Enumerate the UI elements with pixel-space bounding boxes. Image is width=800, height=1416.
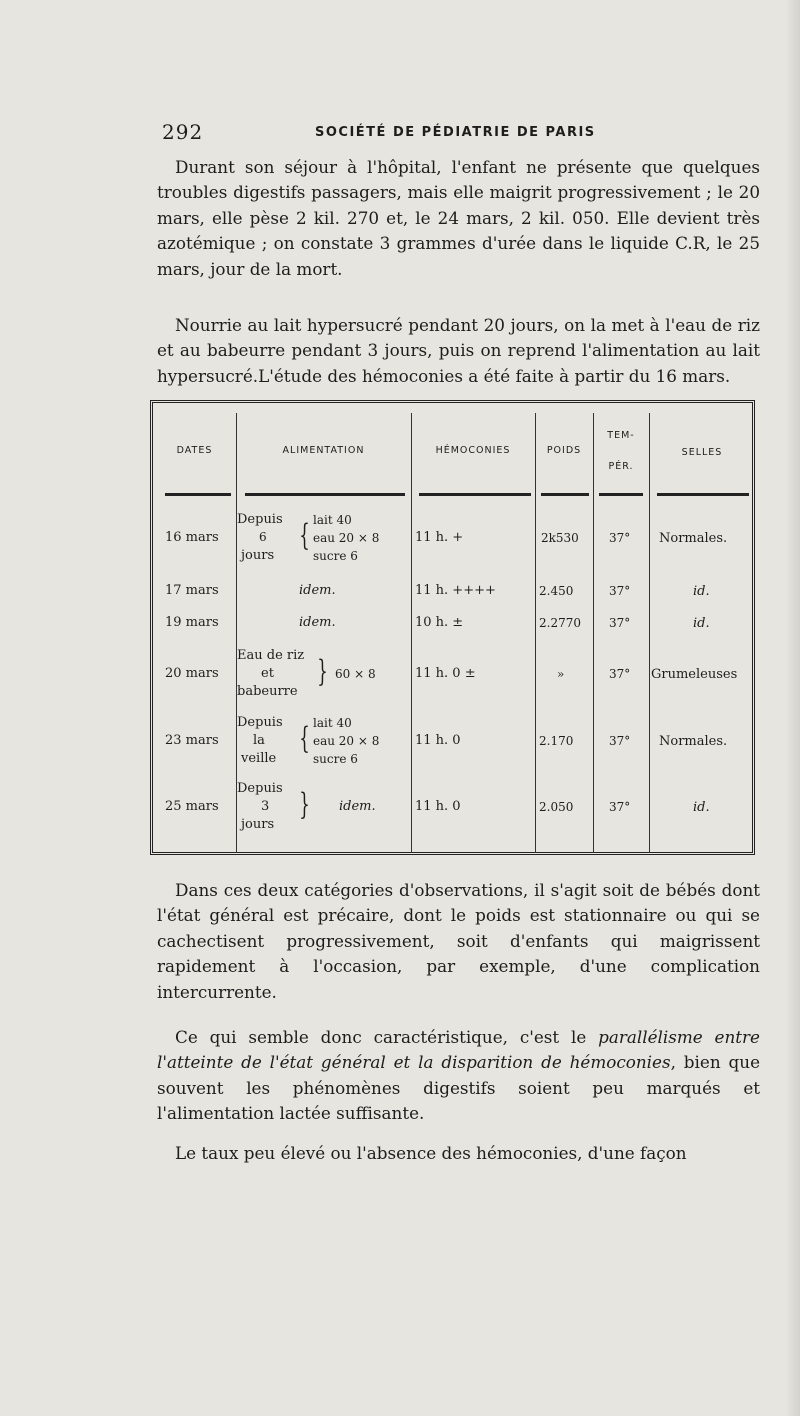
cell-poids: 2.450 xyxy=(539,584,574,598)
running-title: SOCIÉTÉ DE PÉDIATRIE DE PARIS xyxy=(315,125,596,140)
brace-icon: { xyxy=(299,518,310,553)
cell-hemoconies: 11 h. 0 xyxy=(415,799,461,814)
cell-date: 25 mars xyxy=(165,799,219,814)
paragraph-1 xyxy=(157,155,760,282)
paragraph-1-text: Durant son séjour à l'hôpital, l'enfant ne présente que quelques troubles digestifs passagers, mais elle maigrit progressivement ; le 20 mars, elle pèse 2 kil. 270 et, le 24 mars, 2 kil. 050. Elle devient très azotémique ; on constate 3 grammes d'urée dans le liquide C.R, le 25 mars, jour de la mort. xyxy=(157,157,760,279)
brace-icon: { xyxy=(299,721,310,756)
cell-alim-right: sucre 6 xyxy=(313,752,358,766)
cell-alim-left: 3 xyxy=(261,799,270,814)
header-temp-line1: TEM- xyxy=(607,430,635,441)
cell-alim-right: idem. xyxy=(339,799,376,814)
cell-alim-left: et xyxy=(261,666,274,681)
column-divider xyxy=(649,413,650,853)
paragraph-5-text: Le taux peu élevé ou l'absence des hémoconies, d'une façon xyxy=(175,1143,687,1163)
cell-alim-left: 6 xyxy=(259,530,267,544)
cell-alim-left: veille xyxy=(241,751,277,766)
cell-alim-right: 60 × 8 xyxy=(335,667,376,681)
column-divider xyxy=(593,413,594,853)
cell-alim-left: Depuis xyxy=(237,715,283,730)
paragraph-4 xyxy=(157,1025,760,1127)
page-number: 292 xyxy=(162,120,204,144)
cell-poids: » xyxy=(557,667,565,681)
cell-temp: 37° xyxy=(609,584,631,598)
page-edge-shadow xyxy=(786,0,800,1416)
cell-alim-left: Depuis xyxy=(237,512,283,527)
cell-date: 23 mars xyxy=(165,733,219,748)
cell-alim-right: eau 20 × 8 xyxy=(313,531,380,545)
cell-alim-right: eau 20 × 8 xyxy=(313,734,380,748)
brace-icon: } xyxy=(317,654,328,689)
cell-poids: 2.170 xyxy=(539,734,574,748)
header-rule xyxy=(419,493,531,496)
cell-date: 19 mars xyxy=(165,615,219,630)
cell-hemoconies: 10 h. ± xyxy=(415,615,464,630)
cell-alim-right: lait 40 xyxy=(313,716,352,730)
paragraph-4-text-start: Ce qui semble donc caractéristique, c'est le xyxy=(175,1027,599,1047)
cell-hemoconies: 11 h. 0 ± xyxy=(415,666,476,681)
cell-temp: 37° xyxy=(609,531,631,545)
cell-date: 20 mars xyxy=(165,666,219,681)
cell-alim: idem. xyxy=(299,615,336,630)
cell-alim-left: Depuis xyxy=(237,781,283,796)
cell-alim-left: la xyxy=(253,733,265,748)
cell-temp: 37° xyxy=(609,667,631,681)
header-rule xyxy=(245,493,405,496)
cell-alim-left: jours xyxy=(241,548,275,563)
cell-alim-left: Eau de riz xyxy=(237,648,305,663)
data-table xyxy=(150,400,755,855)
header-rule xyxy=(165,493,231,496)
cell-temp: 37° xyxy=(609,800,631,814)
cell-alim: idem. xyxy=(299,583,336,598)
cell-date: 16 mars xyxy=(165,530,219,545)
page-header xyxy=(150,120,760,150)
cell-selles: id. xyxy=(693,616,710,631)
cell-hemoconies: 11 h. ++++ xyxy=(415,583,496,598)
paragraph-3-text: Dans ces deux catégories d'observations, il s'agit soit de bébés dont l'état général est précaire, dont le poids est stationnaire ou qui se cachectisent progressivement, soit d'enfants qui maigrissent rapidement à l'occasion, par exemple, d'une complication intercurrente. xyxy=(157,880,760,1002)
header-poids: POIDS xyxy=(546,445,582,456)
cell-selles: Grumeleuses xyxy=(651,667,738,682)
header-temp-line2: PÉR. xyxy=(608,461,634,472)
cell-selles: Normales. xyxy=(659,734,728,749)
cell-selles: id. xyxy=(693,584,710,599)
brace-icon: } xyxy=(299,787,310,822)
cell-poids: 2.2770 xyxy=(539,616,581,630)
cell-alim-left: babeurre xyxy=(237,684,298,699)
cell-selles: Normales. xyxy=(659,531,728,546)
header-rule xyxy=(599,493,643,496)
header-dates: DATES xyxy=(176,445,213,456)
cell-hemoconies: 11 h. + xyxy=(415,530,464,545)
paragraph-3 xyxy=(157,878,760,1005)
column-divider xyxy=(411,413,412,853)
header-alimentation: ALIMENTATION xyxy=(282,445,365,456)
cell-alim-right: sucre 6 xyxy=(313,549,358,563)
header-selles: SELLES xyxy=(681,447,723,458)
paragraph-4-emphasis: parallélisme entre l'atteinte de l'état général et la disparition de hémoconies xyxy=(157,1027,760,1073)
header-hemoconies: HÉMOCONIES xyxy=(435,445,511,456)
cell-alim-right: lait 40 xyxy=(313,513,352,527)
paragraph-2 xyxy=(157,313,760,389)
column-divider xyxy=(535,413,536,853)
cell-poids: 2k530 xyxy=(541,531,579,545)
paragraph-4-text-end: , bien que souvent les phénomènes digestifs soient peu marqués et l'alimentation lactée suffisante. xyxy=(157,1052,760,1124)
header-rule xyxy=(541,493,589,496)
cell-alim-left: jours xyxy=(241,817,275,832)
cell-hemoconies: 11 h. 0 xyxy=(415,733,461,748)
cell-selles: id. xyxy=(693,800,710,815)
cell-date: 17 mars xyxy=(165,583,219,598)
cell-temp: 37° xyxy=(609,616,631,630)
header-rule xyxy=(657,493,749,496)
cell-poids: 2.050 xyxy=(539,800,574,814)
cell-temp: 37° xyxy=(609,734,631,748)
paragraph-5 xyxy=(157,1141,760,1166)
paragraph-2-text: Nourrie au lait hypersucré pendant 20 jours, on la met à l'eau de riz et au babeurre pendant 3 jours, puis on reprend l'alimentation au lait hypersucré.L'étude des hémoconies a été faite à partir du 16 mars. xyxy=(157,315,760,386)
